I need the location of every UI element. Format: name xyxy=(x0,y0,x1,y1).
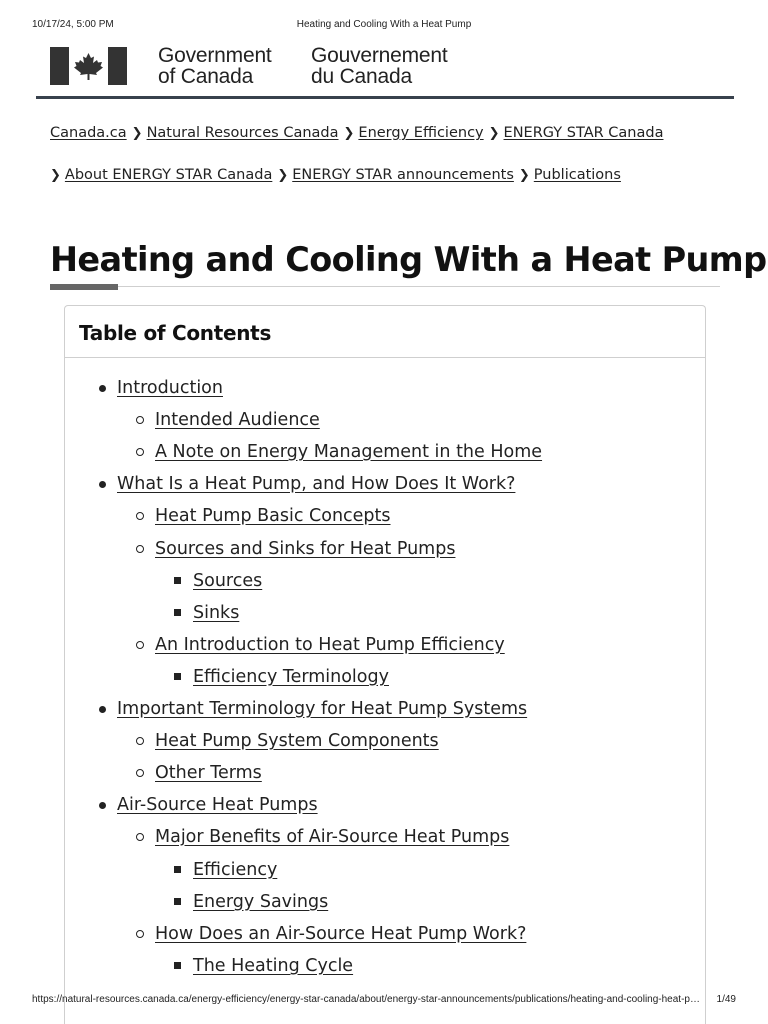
page-title: Heating and Cooling With a Heat Pump xyxy=(50,240,767,279)
print-header xyxy=(32,19,736,33)
square-bullet-icon xyxy=(173,569,185,593)
toc-item xyxy=(193,601,239,625)
chevron-right-icon: ❯ xyxy=(277,168,289,183)
disc-bullet-icon xyxy=(97,472,109,496)
print-date: 10/17/24, 5:00 PM xyxy=(32,19,114,30)
toc-item xyxy=(117,793,318,817)
toc-item xyxy=(193,890,328,914)
chevron-right-icon: ❯ xyxy=(131,126,143,141)
toc-item xyxy=(155,922,526,946)
breadcrumb xyxy=(50,123,730,144)
toc-item xyxy=(155,633,505,657)
toc-link[interactable]: Sinks xyxy=(193,603,240,623)
print-url: https://natural-resources.canada.ca/energy-efficiency/energy-star-canada/about/energy-star-announcements/publications/heating-and-cooling-heat-p… xyxy=(32,994,700,1005)
disc-bullet-icon xyxy=(97,697,109,721)
breadcrumb-link-energy-efficiency[interactable]: Energy Efficiency xyxy=(358,125,484,141)
toc-item xyxy=(117,472,515,496)
toc-item xyxy=(155,408,320,432)
toc-link[interactable]: Sources and Sinks for Heat Pumps xyxy=(155,539,456,559)
toc-link[interactable]: Intended Audience xyxy=(155,410,320,430)
circle-bullet-icon xyxy=(135,537,147,561)
square-bullet-icon xyxy=(173,858,185,882)
breadcrumb-link-energy-star-canada[interactable]: ENERGY STAR Canada xyxy=(503,125,664,141)
wordmark-fr-line2: du Canada xyxy=(311,65,412,88)
toc-link[interactable]: Energy Savings xyxy=(193,892,329,912)
circle-bullet-icon xyxy=(135,504,147,528)
square-bullet-icon xyxy=(173,601,185,625)
toc-link[interactable]: Major Benefits of Air-Source Heat Pumps xyxy=(155,827,510,847)
breadcrumb-link-announcements[interactable]: ENERGY STAR announcements xyxy=(292,167,514,183)
chevron-right-icon: ❯ xyxy=(518,168,530,183)
chevron-right-icon: ❯ xyxy=(50,168,61,183)
wordmark-french xyxy=(311,45,448,87)
print-page-number: 1/49 xyxy=(716,994,736,1005)
chevron-right-icon: ❯ xyxy=(343,126,355,141)
wordmark-english xyxy=(158,45,272,87)
canada-flag-icon xyxy=(50,47,127,85)
toc-link[interactable]: An Introduction to Heat Pump Efficiency xyxy=(155,635,505,655)
chevron-right-icon: ❯ xyxy=(488,126,500,141)
toc-item xyxy=(117,376,223,400)
toc-item xyxy=(155,825,509,849)
toc-link[interactable]: Heat Pump System Components xyxy=(155,731,439,751)
toc-item xyxy=(155,729,439,753)
square-bullet-icon xyxy=(173,665,185,689)
circle-bullet-icon xyxy=(135,729,147,753)
toc-item xyxy=(193,665,389,689)
wordmark-fr-line1: Gouvernement xyxy=(311,44,448,67)
disc-bullet-icon xyxy=(97,376,109,400)
toc-item xyxy=(193,954,353,978)
circle-bullet-icon xyxy=(135,922,147,946)
toc-link[interactable]: The Heating Cycle xyxy=(193,956,354,976)
toc-item xyxy=(155,504,391,528)
toc-link[interactable]: How Does an Air-Source Heat Pump Work? xyxy=(155,924,527,944)
toc-link[interactable]: Introduction xyxy=(117,378,223,398)
toc-link[interactable]: Efficiency xyxy=(193,860,278,880)
disc-bullet-icon xyxy=(97,793,109,817)
circle-bullet-icon xyxy=(135,761,147,785)
toc-item xyxy=(155,761,262,785)
breadcrumb-link-nrcan[interactable]: Natural Resources Canada xyxy=(146,125,339,141)
toc-item xyxy=(155,537,455,561)
circle-bullet-icon xyxy=(135,825,147,849)
circle-bullet-icon xyxy=(135,633,147,657)
toc-item xyxy=(117,697,527,721)
toc-item xyxy=(155,440,542,464)
header-divider xyxy=(36,96,734,99)
print-doc-title: Heating and Cooling With a Heat Pump xyxy=(296,19,472,30)
toc-link[interactable]: A Note on Energy Management in the Home xyxy=(155,442,543,462)
square-bullet-icon xyxy=(173,890,185,914)
toc-link[interactable]: Important Terminology for Heat Pump Systems xyxy=(117,699,528,719)
breadcrumb-link-about-energy-star[interactable]: About ENERGY STAR Canada xyxy=(64,167,273,183)
toc-link[interactable]: What Is a Heat Pump, and How Does It Work? xyxy=(117,474,516,494)
circle-bullet-icon xyxy=(135,408,147,432)
title-divider xyxy=(118,286,720,287)
breadcrumb-continued xyxy=(50,165,730,186)
toc-link[interactable]: Heat Pump Basic Concepts xyxy=(155,506,391,526)
circle-bullet-icon xyxy=(135,440,147,464)
toc-item xyxy=(193,858,277,882)
square-bullet-icon xyxy=(173,954,185,978)
toc-heading: Table of Contents xyxy=(65,306,705,358)
toc-link[interactable]: Other Terms xyxy=(155,763,262,783)
breadcrumb-link-publications[interactable]: Publications xyxy=(533,167,621,183)
toc-item xyxy=(193,569,262,593)
toc-link[interactable]: Efficiency Terminology xyxy=(193,667,389,687)
wordmark-en-line1: Government xyxy=(158,44,272,67)
title-accent-bar xyxy=(50,284,118,290)
breadcrumb-link-canada-ca[interactable]: Canada.ca xyxy=(50,125,127,141)
print-footer xyxy=(32,994,736,1008)
toc-link[interactable]: Air-Source Heat Pumps xyxy=(117,795,318,815)
toc-link[interactable]: Sources xyxy=(193,571,263,591)
wordmark-en-line2: of Canada xyxy=(158,65,254,88)
